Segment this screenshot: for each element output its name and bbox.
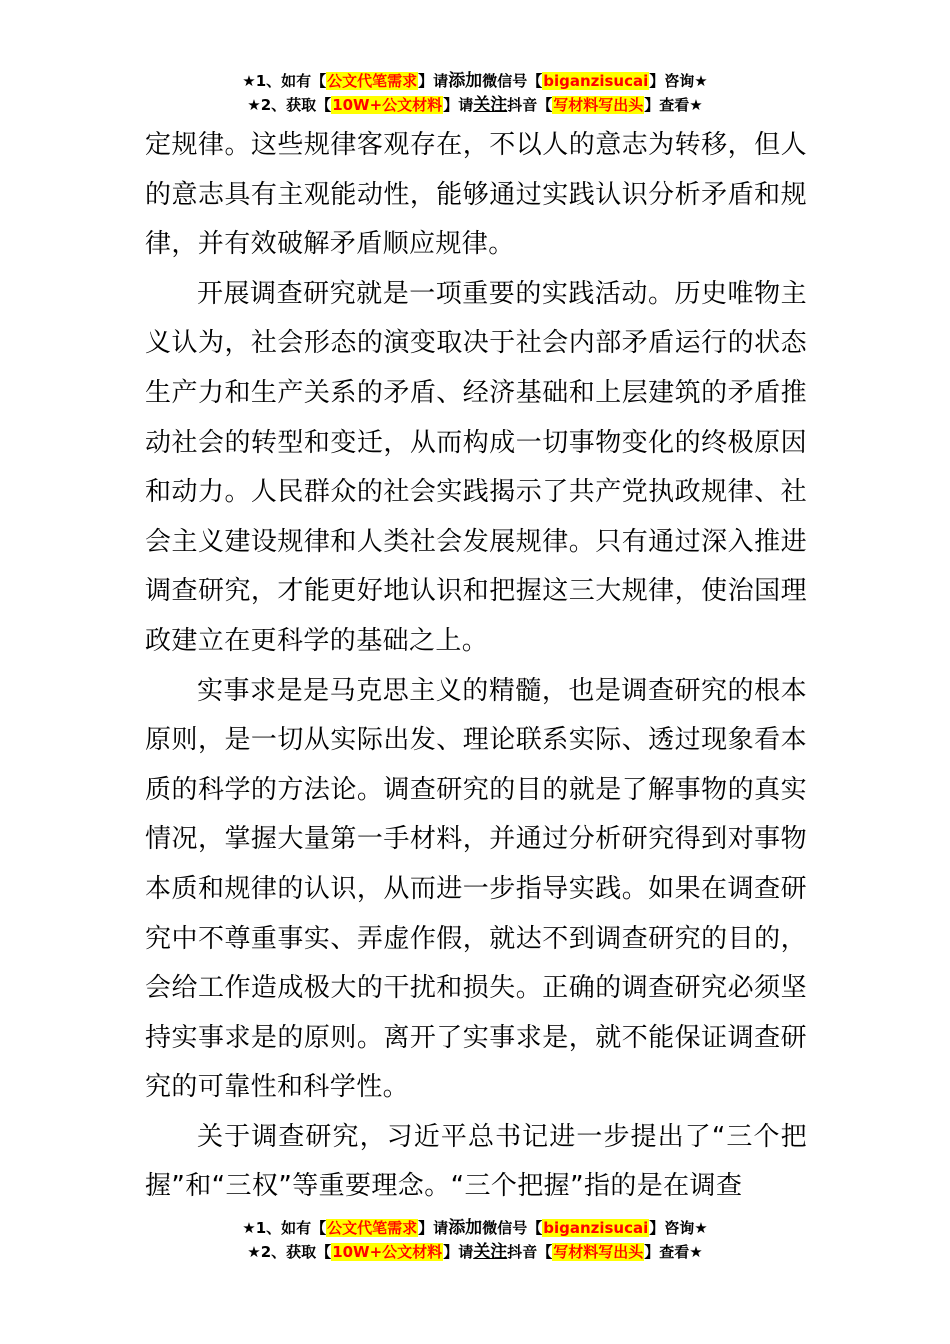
- highlight-douyin: 写材料写出头: [553, 96, 644, 114]
- paragraph-3: 实事求是是马克思主义的精髓，也是调查研究的根本原则，是一切从实际出发、理论联系实际、透过现象看本质的科学的方法论。调查研究的目的就是了解事物的真实情况，掌握大量第一手材料，并通过分析研究得到对事物本质和规律的认识，从而进一步指导实践。如果在调查研究中不尊重事实、弄虚作假，就达不到调查研究的目的，会给工作造成极大的干扰和损失。正确的调查研究必须坚持实事求是的原则。离开了实事求是，就不能保证调查研究的可靠性和科学性。: [145, 675, 807, 1103]
- star-icon: ★: [247, 1243, 261, 1261]
- highlight-service: 公文代笔需求: [327, 72, 418, 90]
- star-icon: ★: [694, 1219, 708, 1237]
- banner-line-2: ★2、获取【10W+公文材料】请关注抖音【写材料写出头】查看★: [247, 95, 703, 115]
- highlight-service: 公文代笔需求: [327, 1219, 418, 1237]
- star-icon: ★: [247, 96, 261, 114]
- footer-banner: [0, 1216, 950, 1264]
- header-banner: [0, 69, 950, 117]
- paragraph-4: 关于调查研究，习近平总书记进一步提出了“三个把握”和“三权”等重要理念。“三个把握”指的是在调查: [145, 1121, 807, 1202]
- highlight-wechat-id: biganzisucai: [543, 1219, 649, 1237]
- paragraph-1: 定规律。这些规律客观存在，不以人的意志为转移，但人的意志具有主观能动性，能够通过实践认识分析矛盾和规律，并有效破解矛盾顺应规律。: [145, 130, 807, 260]
- highlight-materials: 10W+公文材料: [332, 96, 443, 114]
- highlight-wechat-id: biganzisucai: [543, 72, 649, 90]
- star-icon: ★: [694, 72, 708, 90]
- banner-line-1: ★1、如有【公文代笔需求】请添加微信号【biganzisucai】咨询★: [242, 71, 708, 91]
- document-body: [145, 121, 807, 1212]
- paragraph-2: 开展调查研究就是一项重要的实践活动。历史唯物主义认为，社会形态的演变取决于社会内部矛盾运行的状态生产力和生产关系的矛盾、经济基础和上层建筑的矛盾推动社会的转型和变迁，从而构成一切事物变化的终极原因和动力。人民群众的社会实践揭示了共产党执政规律、社会主义建设规律和人类社会发展规律。只有通过深入推进调查研究，才能更好地认识和把握这三大规律，使治国理政建立在更科学的基础之上。: [145, 278, 807, 656]
- star-icon: ★: [242, 72, 256, 90]
- star-icon: ★: [242, 1219, 256, 1237]
- banner-line-1: ★1、如有【公文代笔需求】请添加微信号【biganzisucai】咨询★: [242, 1218, 708, 1238]
- highlight-douyin: 写材料写出头: [553, 1243, 644, 1261]
- highlight-materials: 10W+公文材料: [332, 1243, 443, 1261]
- banner-line-2: ★2、获取【10W+公文材料】请关注抖音【写材料写出头】查看★: [247, 1242, 703, 1262]
- star-icon: ★: [689, 96, 703, 114]
- star-icon: ★: [689, 1243, 703, 1261]
